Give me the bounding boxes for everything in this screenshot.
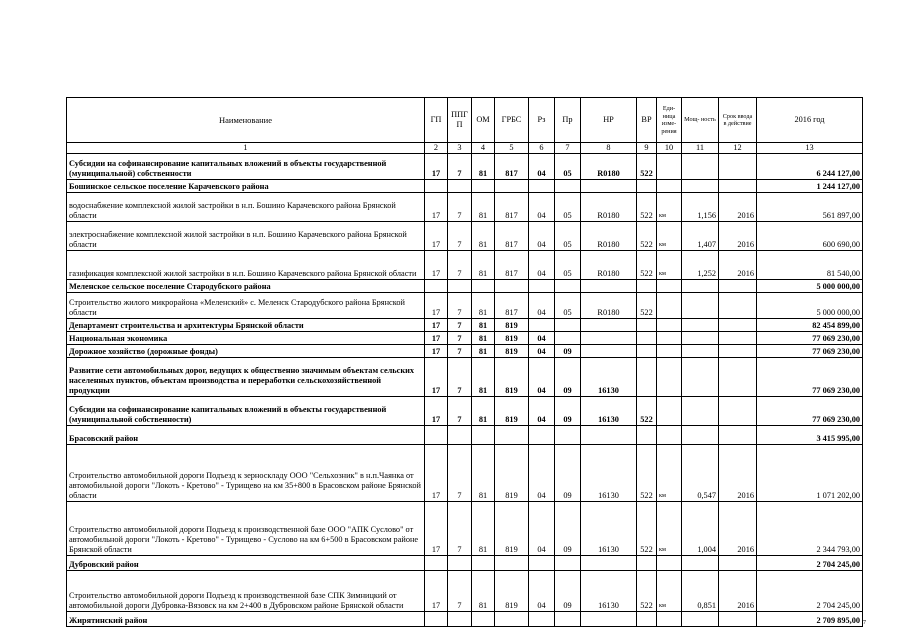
cell-om: 81 bbox=[472, 502, 495, 556]
cell-ppg: 7 bbox=[448, 293, 472, 319]
header-vr: ВР bbox=[637, 98, 657, 143]
cell-grbs bbox=[495, 180, 529, 193]
cell-power bbox=[682, 180, 719, 193]
cell-vr: 522 bbox=[637, 293, 657, 319]
page-number: 7 bbox=[863, 620, 866, 626]
cell-term bbox=[719, 358, 757, 397]
cell-rz: 04 bbox=[529, 193, 555, 222]
cell-name: Субсидии на софинансирование капитальных вложений в объекты государственной (муниципальной собственности) bbox=[67, 397, 425, 426]
table-row bbox=[67, 180, 863, 193]
cell-sum: 6 244 127,00 bbox=[757, 154, 863, 180]
cell-power bbox=[682, 280, 719, 293]
cell-gp: 17 bbox=[425, 251, 448, 280]
cell-pr bbox=[555, 612, 581, 627]
cell-name: Строительство автомобильной дороги Подъезд к зерноскладу ООО "Сельхозник" в н.п.Чаянка от автомобильной дороги "Локоть - Кретово" - Турищево на км 35+800 в Брасовском районе Брянской области bbox=[67, 445, 425, 502]
cell-term: 2016 bbox=[719, 571, 757, 612]
cell-om: 81 bbox=[472, 332, 495, 345]
cell-nr: 16130 bbox=[581, 571, 637, 612]
cell-name: Развитие сети автомобильных дорог, ведущих к общественно значимым объектам сельских населенных пунктов, объектам производства и переработки сельскохозяйственной продукции bbox=[67, 358, 425, 397]
cell-vr: 522 bbox=[637, 222, 657, 251]
cell-name: электроснабжение комплексной жилой застройки в н.п. Бошино Карачевского района Брянской области bbox=[67, 222, 425, 251]
cell-power bbox=[682, 358, 719, 397]
cell-unit bbox=[657, 293, 682, 319]
cell-term bbox=[719, 154, 757, 180]
cell-nr: 16130 bbox=[581, 397, 637, 426]
cell-pr: 05 bbox=[555, 193, 581, 222]
column-number: 13 bbox=[757, 143, 863, 154]
cell-ppg: 7 bbox=[448, 154, 472, 180]
budget-table-sheet bbox=[66, 97, 862, 627]
cell-term: 2016 bbox=[719, 222, 757, 251]
cell-term bbox=[719, 612, 757, 627]
table-row bbox=[67, 571, 863, 612]
cell-pr bbox=[555, 332, 581, 345]
cell-ppg bbox=[448, 180, 472, 193]
cell-nr: 16130 bbox=[581, 502, 637, 556]
table-row bbox=[67, 280, 863, 293]
cell-rz: 04 bbox=[529, 345, 555, 358]
cell-sum: 77 069 230,00 bbox=[757, 332, 863, 345]
header-unit: Еди- ница изме- рения bbox=[657, 98, 682, 143]
cell-gp: 17 bbox=[425, 445, 448, 502]
cell-grbs bbox=[495, 612, 529, 627]
cell-om: 81 bbox=[472, 345, 495, 358]
cell-sum: 77 069 230,00 bbox=[757, 397, 863, 426]
cell-gp bbox=[425, 556, 448, 571]
cell-unit bbox=[657, 556, 682, 571]
cell-gp: 17 bbox=[425, 293, 448, 319]
cell-unit: км bbox=[657, 445, 682, 502]
cell-grbs: 817 bbox=[495, 251, 529, 280]
cell-unit bbox=[657, 319, 682, 332]
cell-gp: 17 bbox=[425, 154, 448, 180]
cell-vr: 522 bbox=[637, 251, 657, 280]
cell-unit: км bbox=[657, 502, 682, 556]
header-row bbox=[67, 98, 863, 143]
cell-gp: 17 bbox=[425, 397, 448, 426]
table-row bbox=[67, 556, 863, 571]
cell-ppg: 7 bbox=[448, 193, 472, 222]
column-number: 1 bbox=[67, 143, 425, 154]
column-number: 3 bbox=[448, 143, 472, 154]
table-row bbox=[67, 358, 863, 397]
cell-om: 81 bbox=[472, 222, 495, 251]
cell-pr: 05 bbox=[555, 154, 581, 180]
cell-unit bbox=[657, 154, 682, 180]
header-pr: Пр bbox=[555, 98, 581, 143]
cell-power bbox=[682, 345, 719, 358]
table-row bbox=[67, 293, 863, 319]
cell-name: Строительство автомобильной дороги Подъезд к производственной базе ООО "АПК Суслово" от автомобильной дороги "Локоть - Кретово" - Турищево - Суслово на км 6+500 в Брасовском районе Брянской области bbox=[67, 502, 425, 556]
header-year: 2016 год bbox=[757, 98, 863, 143]
cell-om: 81 bbox=[472, 293, 495, 319]
cell-pr: 09 bbox=[555, 502, 581, 556]
cell-name: Жирятинский район bbox=[67, 612, 425, 627]
cell-nr: R0180 bbox=[581, 154, 637, 180]
cell-sum: 81 540,00 bbox=[757, 251, 863, 280]
cell-grbs: 819 bbox=[495, 571, 529, 612]
cell-grbs: 819 bbox=[495, 332, 529, 345]
cell-rz: 04 bbox=[529, 502, 555, 556]
cell-power bbox=[682, 319, 719, 332]
column-number-row bbox=[67, 143, 863, 154]
cell-grbs: 819 bbox=[495, 319, 529, 332]
cell-power: 1,004 bbox=[682, 502, 719, 556]
cell-vr: 522 bbox=[637, 154, 657, 180]
cell-nr bbox=[581, 345, 637, 358]
cell-name: Дубровский район bbox=[67, 556, 425, 571]
cell-vr bbox=[637, 180, 657, 193]
cell-ppg: 7 bbox=[448, 345, 472, 358]
cell-nr: 16130 bbox=[581, 358, 637, 397]
column-number: 4 bbox=[472, 143, 495, 154]
cell-grbs bbox=[495, 426, 529, 445]
cell-term: 2016 bbox=[719, 193, 757, 222]
cell-unit: км bbox=[657, 251, 682, 280]
cell-ppg: 7 bbox=[448, 319, 472, 332]
cell-nr bbox=[581, 319, 637, 332]
cell-nr bbox=[581, 612, 637, 627]
header-term: Срок ввода в действие bbox=[719, 98, 757, 143]
cell-gp: 17 bbox=[425, 571, 448, 612]
cell-pr bbox=[555, 319, 581, 332]
cell-nr bbox=[581, 556, 637, 571]
cell-grbs: 819 bbox=[495, 502, 529, 556]
cell-term bbox=[719, 426, 757, 445]
cell-vr bbox=[637, 332, 657, 345]
cell-om bbox=[472, 180, 495, 193]
cell-om bbox=[472, 556, 495, 571]
cell-power bbox=[682, 293, 719, 319]
cell-ppg: 7 bbox=[448, 251, 472, 280]
cell-term bbox=[719, 293, 757, 319]
cell-unit: км bbox=[657, 222, 682, 251]
cell-vr: 522 bbox=[637, 571, 657, 612]
cell-gp bbox=[425, 180, 448, 193]
cell-om bbox=[472, 612, 495, 627]
cell-power: 1,407 bbox=[682, 222, 719, 251]
header-power: Мощ- ность bbox=[682, 98, 719, 143]
table-row bbox=[67, 345, 863, 358]
cell-term bbox=[719, 180, 757, 193]
cell-rz bbox=[529, 180, 555, 193]
cell-sum: 1 244 127,00 bbox=[757, 180, 863, 193]
cell-rz: 04 bbox=[529, 332, 555, 345]
column-number: 9 bbox=[637, 143, 657, 154]
cell-unit bbox=[657, 280, 682, 293]
column-number: 10 bbox=[657, 143, 682, 154]
cell-sum: 82 454 899,00 bbox=[757, 319, 863, 332]
cell-sum: 1 071 202,00 bbox=[757, 445, 863, 502]
cell-om bbox=[472, 280, 495, 293]
cell-power: 0,851 bbox=[682, 571, 719, 612]
cell-ppg: 7 bbox=[448, 332, 472, 345]
cell-sum: 600 690,00 bbox=[757, 222, 863, 251]
cell-power bbox=[682, 332, 719, 345]
cell-unit bbox=[657, 332, 682, 345]
cell-om: 81 bbox=[472, 571, 495, 612]
cell-om: 81 bbox=[472, 358, 495, 397]
cell-ppg: 7 bbox=[448, 571, 472, 612]
cell-term bbox=[719, 397, 757, 426]
header-ppg: ППГ П bbox=[448, 98, 472, 143]
header-rz: Рз bbox=[529, 98, 555, 143]
cell-pr bbox=[555, 556, 581, 571]
cell-rz: 04 bbox=[529, 397, 555, 426]
cell-pr: 09 bbox=[555, 358, 581, 397]
cell-om: 81 bbox=[472, 154, 495, 180]
cell-grbs: 819 bbox=[495, 397, 529, 426]
table-row bbox=[67, 445, 863, 502]
cell-unit bbox=[657, 358, 682, 397]
cell-sum: 2 704 245,00 bbox=[757, 571, 863, 612]
cell-pr: 09 bbox=[555, 397, 581, 426]
cell-term bbox=[719, 556, 757, 571]
cell-ppg: 7 bbox=[448, 222, 472, 251]
cell-gp: 17 bbox=[425, 358, 448, 397]
cell-om: 81 bbox=[472, 193, 495, 222]
cell-name: газификация комплексной жилой застройки в н.п. Бошино Карачевского района Брянской области bbox=[67, 251, 425, 280]
cell-pr: 05 bbox=[555, 251, 581, 280]
cell-vr: 522 bbox=[637, 502, 657, 556]
table-row bbox=[67, 319, 863, 332]
cell-om: 81 bbox=[472, 251, 495, 280]
cell-pr bbox=[555, 426, 581, 445]
table-row bbox=[67, 332, 863, 345]
cell-power bbox=[682, 426, 719, 445]
cell-om bbox=[472, 426, 495, 445]
cell-unit bbox=[657, 180, 682, 193]
cell-name: Строительство жилого микрорайона «Меленский» с. Меленск Стародубского района Брянской области bbox=[67, 293, 425, 319]
cell-pr: 09 bbox=[555, 571, 581, 612]
cell-name: Департамент строительства и архитектуры Брянской области bbox=[67, 319, 425, 332]
cell-vr: 522 bbox=[637, 397, 657, 426]
cell-gp: 17 bbox=[425, 222, 448, 251]
cell-gp bbox=[425, 426, 448, 445]
header-gp: ГП bbox=[425, 98, 448, 143]
table-row bbox=[67, 193, 863, 222]
cell-rz: 04 bbox=[529, 358, 555, 397]
table-row bbox=[67, 154, 863, 180]
header-om: ОМ bbox=[472, 98, 495, 143]
cell-power: 1,156 bbox=[682, 193, 719, 222]
cell-nr: R0180 bbox=[581, 293, 637, 319]
cell-power: 0,547 bbox=[682, 445, 719, 502]
cell-name: Меленское сельское поселение Стародубского района bbox=[67, 280, 425, 293]
cell-sum: 2 704 245,00 bbox=[757, 556, 863, 571]
cell-gp: 17 bbox=[425, 193, 448, 222]
cell-nr: R0180 bbox=[581, 193, 637, 222]
cell-pr: 05 bbox=[555, 222, 581, 251]
cell-sum: 561 897,00 bbox=[757, 193, 863, 222]
cell-sum: 5 000 000,00 bbox=[757, 293, 863, 319]
cell-ppg: 7 bbox=[448, 358, 472, 397]
cell-power bbox=[682, 612, 719, 627]
cell-rz: 04 bbox=[529, 445, 555, 502]
cell-vr bbox=[637, 556, 657, 571]
table-row bbox=[67, 397, 863, 426]
table-row bbox=[67, 502, 863, 556]
cell-rz: 04 bbox=[529, 154, 555, 180]
cell-vr bbox=[637, 345, 657, 358]
table-row bbox=[67, 426, 863, 445]
cell-grbs: 817 bbox=[495, 193, 529, 222]
cell-rz: 04 bbox=[529, 571, 555, 612]
cell-gp bbox=[425, 280, 448, 293]
cell-gp: 17 bbox=[425, 502, 448, 556]
cell-ppg: 7 bbox=[448, 397, 472, 426]
cell-ppg bbox=[448, 556, 472, 571]
cell-unit bbox=[657, 397, 682, 426]
cell-om: 81 bbox=[472, 445, 495, 502]
column-number: 8 bbox=[581, 143, 637, 154]
cell-gp: 17 bbox=[425, 345, 448, 358]
cell-gp bbox=[425, 612, 448, 627]
cell-pr: 05 bbox=[555, 293, 581, 319]
cell-power bbox=[682, 397, 719, 426]
cell-sum: 77 069 230,00 bbox=[757, 358, 863, 397]
cell-name: Бошинское сельское поселение Карачевского района bbox=[67, 180, 425, 193]
cell-name: Дорожное хозяйство (дорожные фонды) bbox=[67, 345, 425, 358]
cell-power bbox=[682, 154, 719, 180]
cell-vr bbox=[637, 612, 657, 627]
table-row bbox=[67, 222, 863, 251]
cell-grbs: 819 bbox=[495, 358, 529, 397]
cell-rz bbox=[529, 612, 555, 627]
cell-grbs: 819 bbox=[495, 345, 529, 358]
column-number: 12 bbox=[719, 143, 757, 154]
table-row bbox=[67, 251, 863, 280]
cell-grbs: 817 bbox=[495, 293, 529, 319]
budget-table bbox=[66, 97, 863, 627]
cell-rz bbox=[529, 556, 555, 571]
cell-unit bbox=[657, 612, 682, 627]
cell-rz bbox=[529, 319, 555, 332]
cell-term bbox=[719, 332, 757, 345]
cell-rz: 04 bbox=[529, 251, 555, 280]
cell-sum: 5 000 000,00 bbox=[757, 280, 863, 293]
cell-term: 2016 bbox=[719, 251, 757, 280]
cell-gp: 17 bbox=[425, 332, 448, 345]
cell-power: 1,252 bbox=[682, 251, 719, 280]
header-nr: НР bbox=[581, 98, 637, 143]
cell-name: Строительство автомобильной дороги Подъезд к производственной базе СПК Зимницкий от автомобильной дороги Дубровка-Вязовск на км 2+400 в Дубровском районе Брянской области bbox=[67, 571, 425, 612]
cell-vr bbox=[637, 280, 657, 293]
cell-rz: 04 bbox=[529, 293, 555, 319]
cell-grbs bbox=[495, 280, 529, 293]
cell-ppg: 7 bbox=[448, 502, 472, 556]
cell-pr: 09 bbox=[555, 445, 581, 502]
cell-pr: 09 bbox=[555, 345, 581, 358]
cell-nr bbox=[581, 332, 637, 345]
column-number: 5 bbox=[495, 143, 529, 154]
cell-term bbox=[719, 345, 757, 358]
cell-ppg bbox=[448, 280, 472, 293]
cell-term: 2016 bbox=[719, 502, 757, 556]
cell-ppg bbox=[448, 426, 472, 445]
cell-name: Субсидии на софинансирование капитальных вложений в объекты государственной (муниципальной) собственности bbox=[67, 154, 425, 180]
cell-sum: 3 415 995,00 bbox=[757, 426, 863, 445]
cell-name: Национальная экономика bbox=[67, 332, 425, 345]
cell-nr: R0180 bbox=[581, 222, 637, 251]
table-row bbox=[67, 612, 863, 627]
column-number: 11 bbox=[682, 143, 719, 154]
column-number: 6 bbox=[529, 143, 555, 154]
cell-pr bbox=[555, 280, 581, 293]
cell-term: 2016 bbox=[719, 445, 757, 502]
cell-ppg: 7 bbox=[448, 445, 472, 502]
cell-unit: км bbox=[657, 571, 682, 612]
cell-term bbox=[719, 280, 757, 293]
cell-sum: 77 069 230,00 bbox=[757, 345, 863, 358]
cell-unit bbox=[657, 345, 682, 358]
cell-grbs bbox=[495, 556, 529, 571]
cell-grbs: 817 bbox=[495, 154, 529, 180]
cell-power bbox=[682, 556, 719, 571]
cell-unit bbox=[657, 426, 682, 445]
column-number: 7 bbox=[555, 143, 581, 154]
cell-sum: 2 709 895,00 bbox=[757, 612, 863, 627]
cell-pr bbox=[555, 180, 581, 193]
cell-name: водоснабжение комплексной жилой застройки в н.п. Бошино Карачевского района Брянской области bbox=[67, 193, 425, 222]
cell-nr bbox=[581, 426, 637, 445]
cell-term bbox=[719, 319, 757, 332]
cell-sum: 2 344 793,00 bbox=[757, 502, 863, 556]
cell-nr bbox=[581, 180, 637, 193]
cell-rz: 04 bbox=[529, 222, 555, 251]
cell-grbs: 819 bbox=[495, 445, 529, 502]
cell-rz bbox=[529, 426, 555, 445]
cell-om: 81 bbox=[472, 397, 495, 426]
header-grbs: ГРБС bbox=[495, 98, 529, 143]
cell-vr: 522 bbox=[637, 445, 657, 502]
cell-vr bbox=[637, 426, 657, 445]
header-name: Наименование bbox=[67, 98, 425, 143]
cell-gp: 17 bbox=[425, 319, 448, 332]
cell-vr: 522 bbox=[637, 193, 657, 222]
cell-om: 81 bbox=[472, 319, 495, 332]
cell-grbs: 817 bbox=[495, 222, 529, 251]
cell-rz bbox=[529, 280, 555, 293]
column-number: 2 bbox=[425, 143, 448, 154]
cell-nr: R0180 bbox=[581, 251, 637, 280]
cell-nr bbox=[581, 280, 637, 293]
cell-unit: км bbox=[657, 193, 682, 222]
cell-name: Брасовский район bbox=[67, 426, 425, 445]
cell-vr bbox=[637, 319, 657, 332]
cell-vr bbox=[637, 358, 657, 397]
cell-nr: 16130 bbox=[581, 445, 637, 502]
cell-ppg bbox=[448, 612, 472, 627]
